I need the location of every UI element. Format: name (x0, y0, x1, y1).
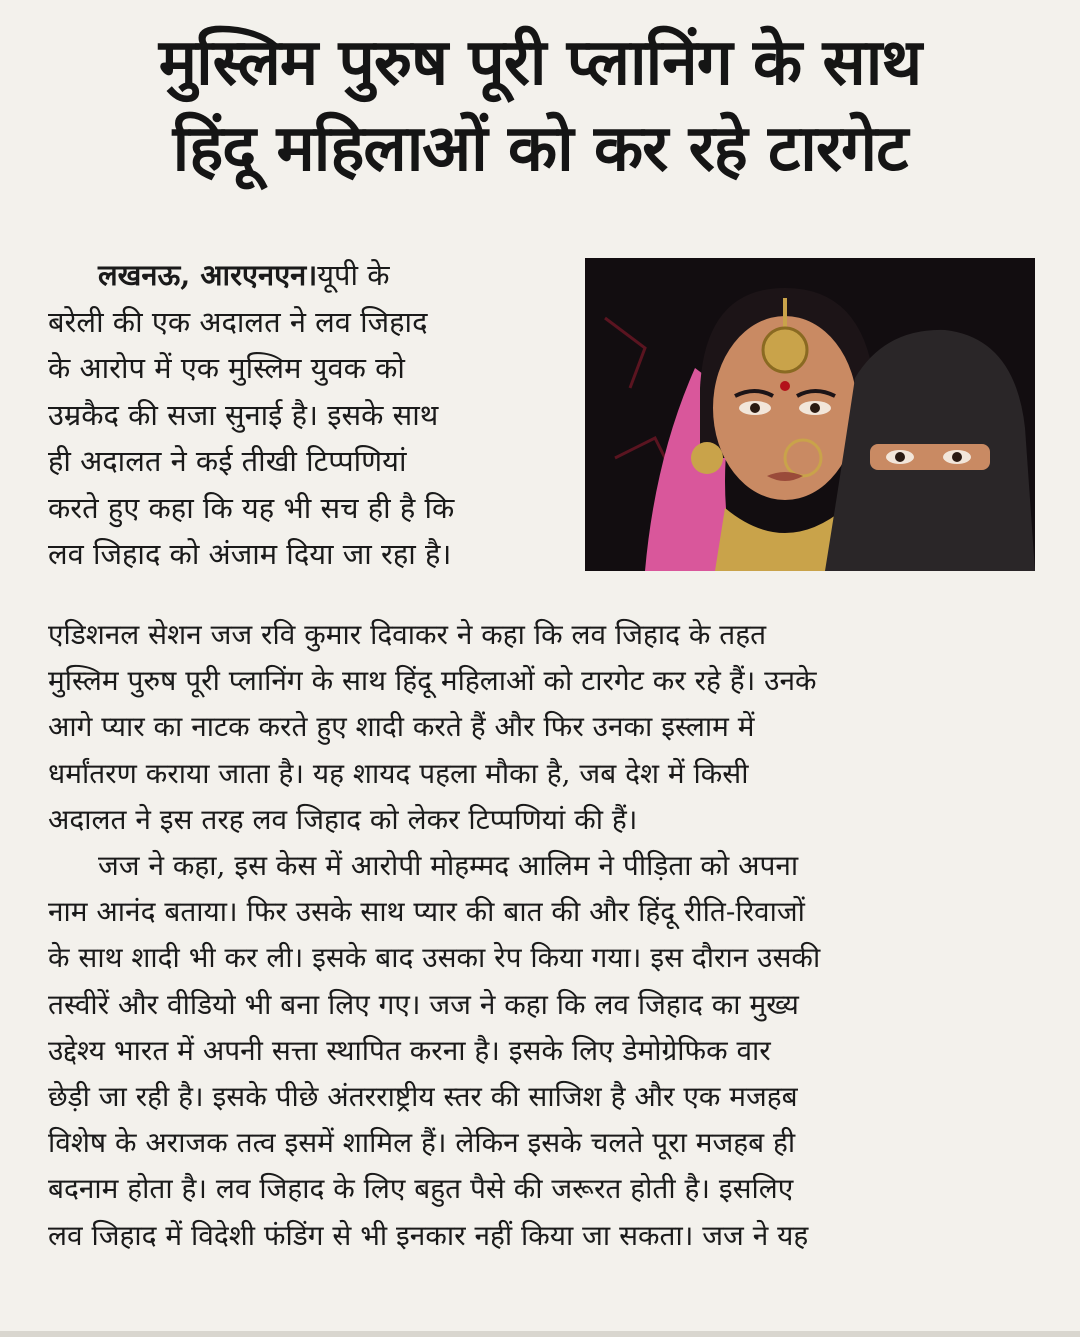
dateline: लखनऊ, आरएनएन। (98, 258, 318, 292)
lead-line: लव जिहाद को अंजाम दिया जा रहा है। (48, 537, 452, 571)
body-line: तस्वीरें और वीडियो भी बना लिए गए। जज ने कहा कि लव जिहाद का मुख्य (48, 987, 799, 1021)
body-line: लव जिहाद में विदेशी फंडिंग से भी इनकार नहीं किया जा सकता। जज ने यह (48, 1218, 809, 1252)
body-line: बदनाम होता है। लव जिहाद के लिए बहुत पैसे की जरूरत होती है। इसलिए (48, 1172, 794, 1206)
lead-line: उम्रकैद की सजा सुनाई है। इसके साथ (48, 397, 439, 432)
headline (20, 20, 1060, 192)
illustration-two-women-icon (585, 258, 1035, 571)
lead-line: करते हुए कहा कि यह भी सच ही है कि (48, 490, 455, 525)
lead-line: के आरोप में एक मुस्लिम युवक को (48, 351, 405, 385)
body-line: धर्मांतरण कराया जाता है। यह शायद पहला मौका है, जब देश में किसी (48, 756, 749, 790)
body-line: नाम आनंद बताया। फिर उसके साथ प्यार की बात की और हिंदू रीति-रिवाजों (48, 895, 805, 929)
lead-column (48, 252, 553, 578)
body-line: विशेष के अराजक तत्व इसमें शामिल हैं। लेकिन इसके चलते पूरा मजहब ही (48, 1126, 796, 1160)
body-line: छेड़ी जा रही है। इसके पीछे अंतरराष्ट्रीय स्तर की साजिश है और एक मजहब (48, 1080, 798, 1114)
article-body (48, 612, 1038, 1259)
body-line: मुस्लिम पुरुष पूरी प्लानिंग के साथ हिंदू महिलाओं को टारगेट कर रहे हैं। उनके (48, 664, 817, 698)
lead-line: बरेली की एक अदालत ने लव जिहाद (48, 304, 428, 339)
body-line: आगे प्यार का नाटक करते हुए शादी करते हैं और फिर उनका इस्लाम में (48, 710, 755, 744)
body-line: के साथ शादी भी कर ली। इसके बाद उसका रेप किया गया। इस दौरान उसकी (48, 941, 821, 975)
body-line: जज ने कहा, इस केस में आरोपी मोहम्मद आलिम ने पीड़िता को अपना (98, 849, 799, 883)
page-edge (0, 1331, 1080, 1337)
lead-line: ही अदालत ने कई तीखी टिप्पणियां (48, 444, 407, 478)
lead-first-line (48, 252, 553, 299)
body-line: उद्देश्य भारत में अपनी सत्ता स्थापित करना है। इसके लिए डेमोग्रेफिक वार (48, 1033, 771, 1067)
article-illustration (585, 258, 1035, 571)
headline-line-1: मुस्लिम पुरुष पूरी प्लानिंग के साथ (158, 26, 922, 100)
lead-line: यूपी के (317, 258, 390, 292)
body-line: एडिशनल सेशन जज रवि कुमार दिवाकर ने कहा कि लव जिहाद के तहत (48, 618, 767, 651)
headline-line-2: हिंदू महिलाओं को कर रहे टारगेट (172, 112, 908, 186)
body-line: अदालत ने इस तरह लव जिहाद को लेकर टिप्पणियां की हैं। (48, 802, 638, 836)
